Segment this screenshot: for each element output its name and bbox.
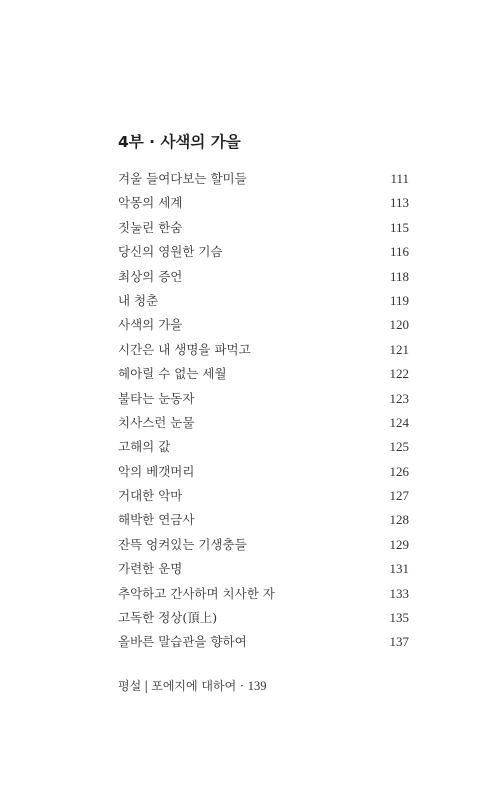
toc-entry-page: 111	[390, 171, 409, 186]
toc-entry-title: 고해의 값	[118, 439, 171, 455]
commentary-title: 포에지에 대하여	[151, 679, 237, 693]
toc-entry-page: 126	[389, 463, 409, 479]
toc-entry-title: 겨울 들여다보는 할미들	[118, 171, 247, 186]
toc-entry-page: 115	[389, 219, 409, 235]
toc-entry[interactable]	[118, 484, 409, 508]
table-of-contents	[118, 167, 409, 655]
toc-entry[interactable]	[118, 460, 409, 484]
toc-entry-page: 128	[389, 512, 409, 528]
commentary-entry[interactable]	[118, 677, 266, 695]
toc-entry-page: 121	[389, 341, 409, 357]
divider: |	[144, 679, 149, 693]
toc-entry-title: 불타는 눈동자	[118, 390, 195, 406]
toc-entry[interactable]	[118, 582, 409, 606]
toc-entry-page: 119	[389, 292, 409, 308]
toc-entry-page: 123	[389, 390, 409, 406]
toc-entry[interactable]	[118, 606, 409, 630]
toc-entry[interactable]	[118, 216, 409, 240]
toc-entry[interactable]	[118, 167, 409, 191]
toc-entry-page: 116	[389, 244, 409, 260]
toc-entry-page: 120	[389, 317, 409, 333]
toc-entry[interactable]	[118, 265, 409, 289]
toc-entry[interactable]	[118, 240, 409, 264]
toc-entry-title: 당신의 영원한 기슴	[118, 244, 223, 260]
toc-entry-title: 악몽의 세계	[118, 195, 183, 211]
toc-entry-page: 113	[389, 195, 409, 211]
toc-entry-page: 129	[389, 536, 409, 552]
toc-entry-title: 시간은 내 생명을 파먹고	[118, 341, 251, 357]
toc-entry-page: 133	[389, 585, 409, 601]
toc-entry-page: 118	[389, 268, 409, 284]
toc-entry-page: 125	[389, 439, 409, 455]
toc-entry[interactable]	[118, 508, 409, 532]
toc-entry-title: 고독한 정상(頂上)	[118, 610, 218, 626]
toc-entry-title: 헤아릴 수 없는 세월	[118, 366, 227, 382]
toc-entry-title: 추악하고 간사하며 치사한 자	[118, 585, 275, 601]
toc-entry-title: 최상의 증언	[118, 268, 183, 284]
toc-entry-page: 131	[389, 561, 409, 577]
toc-entry-title: 올바른 말습관을 향하여	[118, 634, 247, 650]
toc-entry[interactable]	[118, 387, 409, 411]
toc-entry-title: 짓눌린 한숨	[118, 219, 183, 235]
toc-entry[interactable]	[118, 557, 409, 581]
toc-entry-page: 137	[389, 634, 409, 650]
toc-entry[interactable]	[118, 338, 409, 362]
toc-entry-title: 치사스런 눈물	[118, 414, 195, 430]
commentary-page: 139	[247, 679, 267, 693]
toc-entry[interactable]	[118, 191, 409, 215]
toc-entry[interactable]	[118, 289, 409, 313]
section-heading: 4부 · 사색의 가을	[118, 133, 241, 151]
toc-entry[interactable]	[118, 313, 409, 337]
toc-entry-page: 135	[389, 610, 409, 626]
toc-entry[interactable]	[118, 533, 409, 557]
toc-entry-title: 가련한 운명	[118, 561, 183, 577]
toc-entry-title: 잔뜩 엉켜있는 기생충들	[118, 536, 247, 552]
toc-entry-page: 124	[389, 414, 409, 430]
toc-entry[interactable]	[118, 435, 409, 459]
toc-entry[interactable]	[118, 362, 409, 386]
toc-entry-title: 사색의 가을	[118, 317, 183, 333]
toc-entry[interactable]	[118, 630, 409, 654]
dot-separator: ·	[240, 679, 244, 693]
toc-entry-title: 해박한 연금사	[118, 512, 195, 528]
commentary-label: 평설	[118, 679, 142, 693]
toc-entry[interactable]	[118, 411, 409, 435]
toc-entry-page: 122	[389, 366, 409, 382]
toc-entry-title: 악의 베갯머리	[118, 463, 195, 479]
toc-entry-title: 내 청춘	[118, 292, 159, 308]
toc-entry-title: 거대한 악마	[118, 488, 183, 504]
toc-entry-page: 127	[389, 488, 409, 504]
